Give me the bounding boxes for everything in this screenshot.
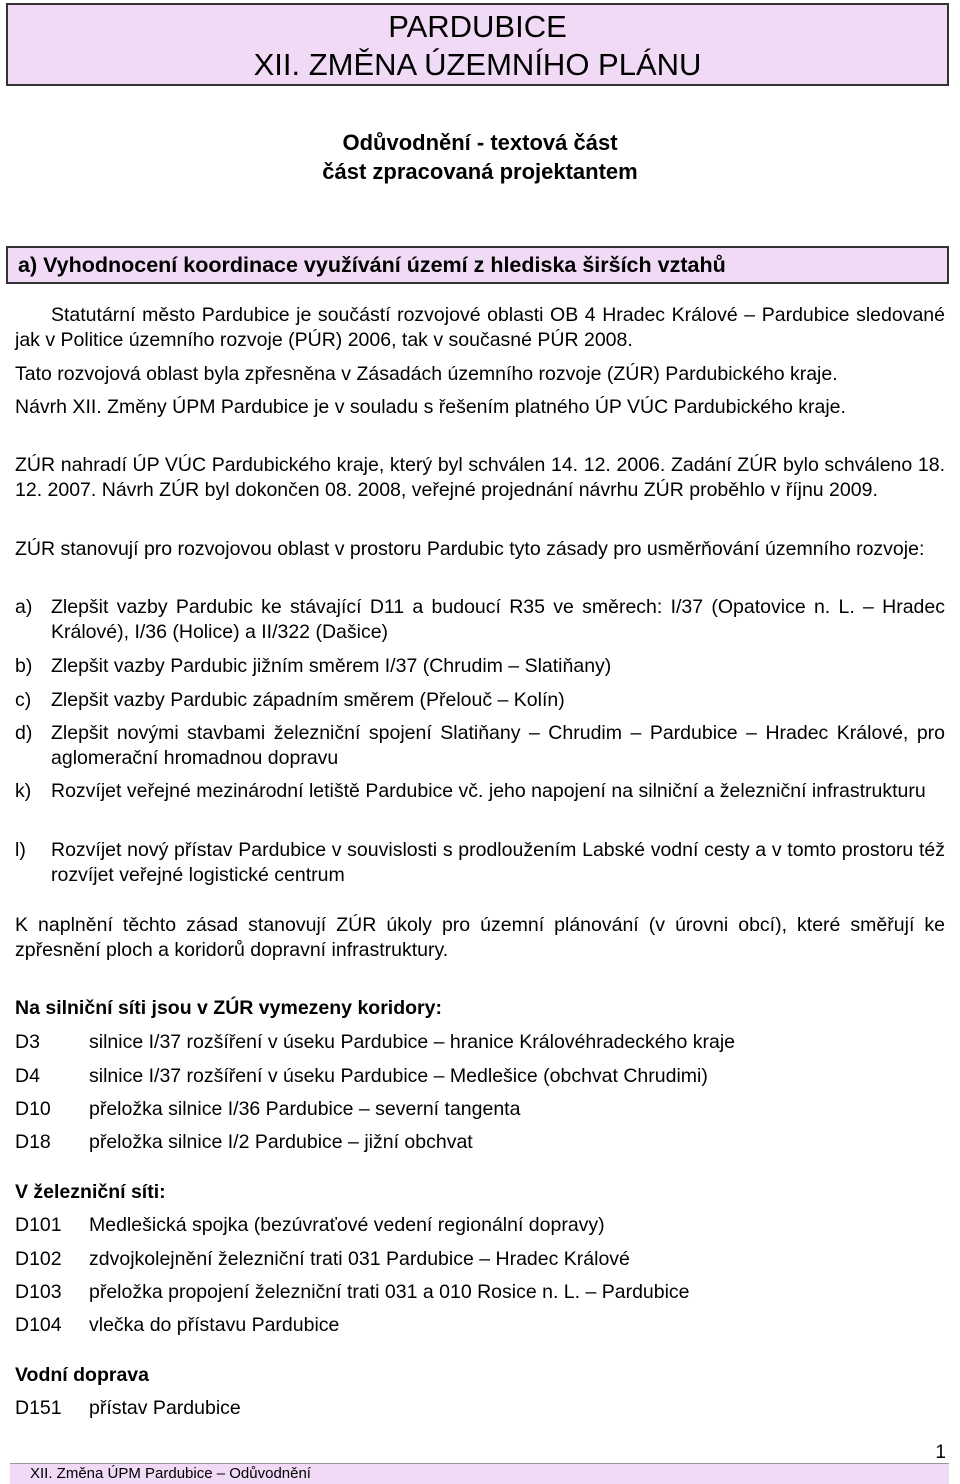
corridor-code: D3	[15, 1031, 40, 1053]
corridor-code: D18	[15, 1131, 51, 1153]
document-subtitle	[0, 128, 960, 186]
corridor-code: D102	[15, 1248, 62, 1270]
page-number: 1	[935, 1442, 946, 1463]
corridor-desc: vlečka do přístavu Pardubice	[89, 1314, 340, 1336]
corridor-desc: přeložka propojení železniční trati 031 a 010 Rosice n. L. – Pardubice	[89, 1281, 690, 1303]
paragraph-4: ZÚR nahradí ÚP VÚC Pardubického kraje, který byl schválen 14. 12. 2006. Zadání ZÚR bylo schváleno 18. 12. 2007. Návrh ZÚR byl dokončen 08. 2008, veřejné projednání návrhu ZÚR proběhlo v říjnu 2009.	[15, 454, 945, 501]
corridor-desc: silnice I/37 rozšíření v úseku Pardubice – Medlešice (obchvat Chrudimi)	[89, 1065, 708, 1087]
paragraph-1: Statutární město Pardubice je součástí rozvojové oblasti OB 4 Hradec Králové – Pardubice sledované jak v Politice územního rozvoje (PÚR) 2006, tak v současné PÚR 2008.	[15, 304, 945, 351]
subtitle-line1: Odůvodnění - textová část	[342, 130, 618, 155]
corridor-desc: zdvojkolejnění železniční trati 031 Pardubice – Hradec Králové	[89, 1248, 630, 1270]
principle-marker: l)	[15, 839, 26, 861]
corridor-desc: Medlešická spojka (bezúvraťové vedení regionální dopravy)	[89, 1214, 605, 1236]
principle-text: Rozvíjet nový přístav Pardubice v souvislosti s prodloužením Labské vodní cesty a v tomto prostoru též rozvíjet veřejné logistické centrum	[51, 839, 945, 886]
principle-marker: d)	[15, 722, 33, 744]
page-footer	[10, 1463, 949, 1484]
principle-text: Zlepšit vazby Pardubic ke stávající D11 a budoucí R35 ve směrech: I/37 (Opatovice n. L. – Hradec Králové), I/36 (Holice) a II/322 (Dašice)	[51, 596, 945, 643]
corridor-desc: přístav Pardubice	[89, 1397, 241, 1419]
paragraph-2: Tato rozvojová oblast byla zpřesněna v Zásadách územního rozvoje (ZÚR) Pardubického kraje.	[15, 363, 838, 385]
principle-marker: b)	[15, 655, 33, 677]
page-title: PARDUBICE	[388, 9, 567, 44]
road-heading: Na silniční síti jsou v ZÚR vymezeny koridory:	[15, 997, 442, 1019]
rail-heading: V železniční síti:	[15, 1181, 166, 1203]
section-heading: a) Vyhodnocení koordinace využívání území z hlediska širších vztahů	[6, 246, 949, 284]
paragraph-6: K naplnění těchto zásad stanovují ZÚR úkoly pro územní plánování (v úrovni obcí), které směřují ke zpřesnění ploch a koridorů dopravní infrastruktury.	[15, 914, 945, 961]
corridor-code: D104	[15, 1314, 62, 1336]
principle-text: Rozvíjet veřejné mezinárodní letiště Pardubice vč. jeho napojení na silniční a železniční infrastrukturu	[51, 780, 926, 802]
corridor-code: D10	[15, 1098, 51, 1120]
subtitle-line2: část zpracovaná projektantem	[322, 159, 638, 184]
principle-text: Zlepšit novými stavbami železniční spojení Slatiňany – Chrudim – Pardubice – Hradec Králové, pro aglomerační hromadnou dopravu	[51, 722, 945, 769]
corridor-desc: přeložka silnice I/2 Pardubice – jižní obchvat	[89, 1131, 473, 1153]
principle-marker: c)	[15, 689, 32, 711]
paragraph-5: ZÚR stanovují pro rozvojovou oblast v prostoru Pardubic tyto zásady pro usměrňování územního rozvoje:	[15, 538, 925, 560]
corridor-code: D103	[15, 1281, 62, 1303]
footer-text: XII. Změna ÚPM Pardubice – Odůvodnění	[30, 1465, 311, 1482]
corridor-code: D4	[15, 1065, 40, 1087]
corridor-code: D151	[15, 1397, 62, 1419]
principle-text: Zlepšit vazby Pardubic západním směrem (Přelouč – Kolín)	[51, 689, 565, 711]
water-heading: Vodní doprava	[15, 1364, 149, 1386]
principle-marker: a)	[15, 596, 33, 618]
corridor-desc: silnice I/37 rozšíření v úseku Pardubice – hranice Královéhradeckého kraje	[89, 1031, 736, 1053]
corridor-desc: přeložka silnice I/36 Pardubice – severní tangenta	[89, 1098, 521, 1120]
title-box	[6, 3, 949, 86]
principle-text: Zlepšit vazby Pardubic jižním směrem I/37 (Chrudim – Slatiňany)	[51, 655, 612, 677]
page-subtitle: XII. ZMĚNA ÚZEMNÍHO PLÁNU	[253, 47, 702, 82]
paragraph-3: Návrh XII. Změny ÚPM Pardubice je v souladu s řešením platného ÚP VÚC Pardubického kraje.	[15, 396, 846, 418]
corridor-code: D101	[15, 1214, 62, 1236]
principle-marker: k)	[15, 780, 32, 802]
